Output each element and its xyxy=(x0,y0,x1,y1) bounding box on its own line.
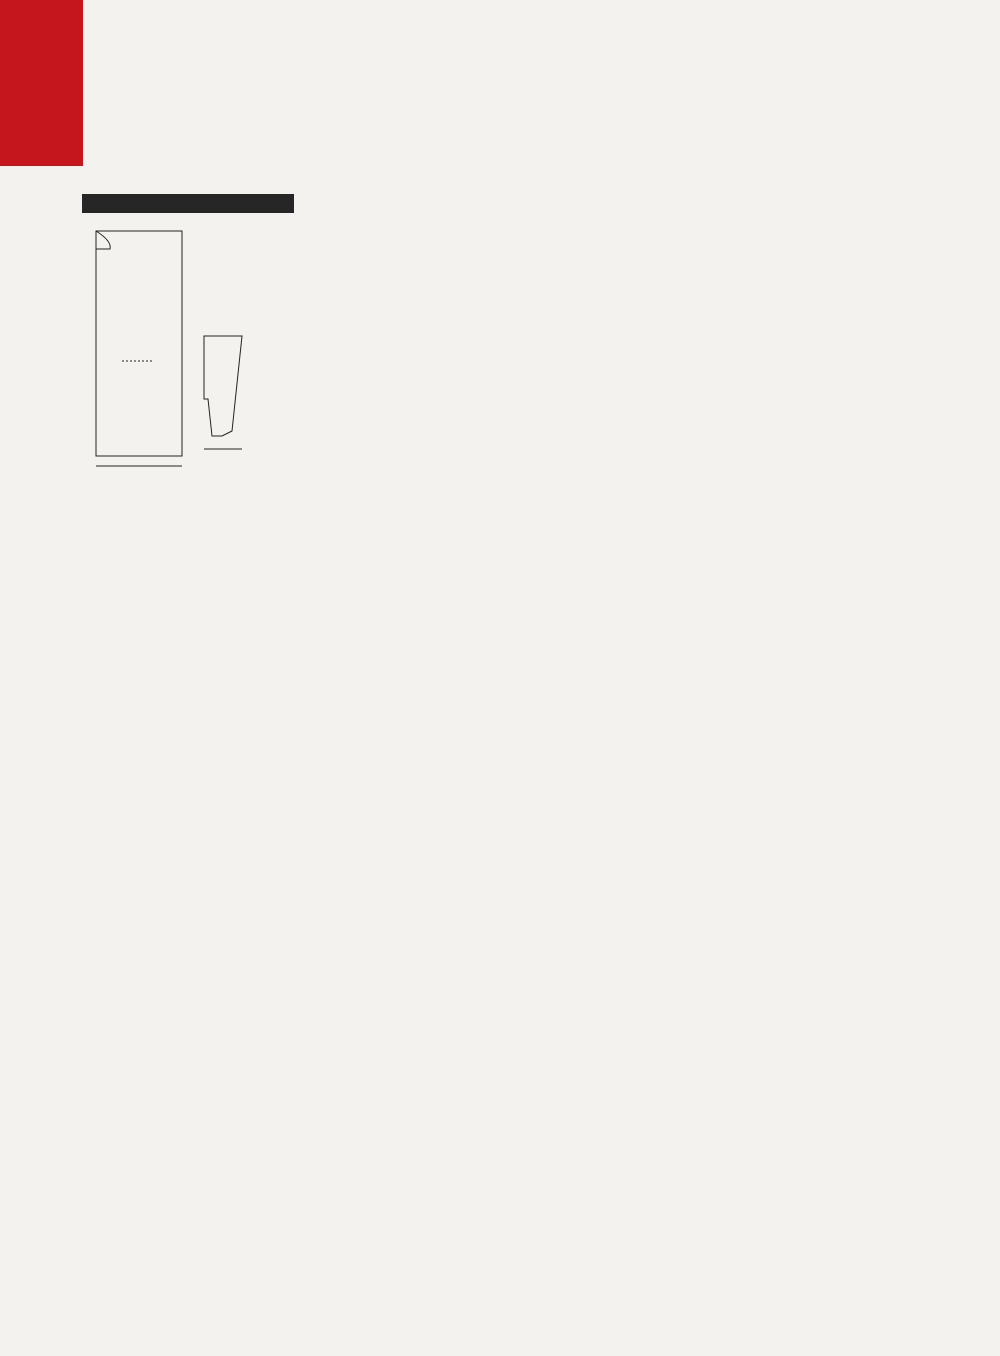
red-corner-block xyxy=(0,0,83,166)
column-1 xyxy=(82,190,294,1260)
section-header-jacket xyxy=(82,194,294,213)
jacket-pattern-diagram xyxy=(82,221,294,481)
